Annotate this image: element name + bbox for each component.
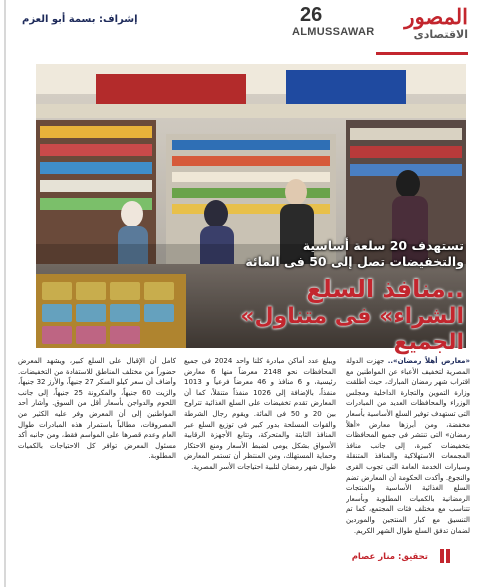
article-column-1 [346,356,470,544]
supervision-credit: إشراف: بسمة أبو العزم [22,14,138,25]
headline-title-1: منافذ السلع.. [306,275,464,303]
article-column-2: ويبلغ عدد أماكن مبادرة كلنا واحد 2024 فى جميع المحافظات نحو 2148 معرضاً منها 6 معارض رئيسية، و 6 منافذ و 46 معرضاً فرعياً و 1013 منفذاً، بالإضافة إلى 1026 منفذاً متنقلاً، كما أن المعارض تقدم تخفيضات على السلع الغذائية تتراوح بين 20 و 50 فى المائة. ويقوم رجال الشرطة والقوات المسلحة بدور كبير فى توزيع السلع عبر المنافذ الثابتة والمتحركة، وتتابع الأجهزة الرقابية الأسواق بشكل يومى لضبط الأسعار ومنع الاحتكار وحماية المستهلك، ومن المنتظر أن تستمر المعارض طوال شهر رمضان لتلبية احتياجات الأسر المصرية. [184,357,336,471]
page-margin-line [4,0,6,587]
article-headline [164,238,464,356]
article-body [14,356,470,544]
logo-line-2: الاقتصادى [413,28,468,41]
page-header [0,0,482,62]
headline-kicker-1: تستهدف 20 سلعة أساسية [302,238,464,253]
section-logo [376,6,468,46]
article-column-3: كامل أن الإقبال على السلع كبير، ويشهد المعرض حضوراً من مختلف المناطق للاستفادة من التخفيضات. وأضاف أن سعر كيلو السكر 27 جنيهاً، والأرز 32 جنيهاً، والزيت 60 جنيهاً، والمكرونة 25 جنيهاً، إلى جانب اللحوم والدواجن بأسعار أقل من السوق. وأشار أحد المواطنين إلى أن المعرض وفر عليه الكثير من المصروفات، مطالباً باستمرار هذه المبادرات طوال العام وعدم قصرها على المواسم فقط، ومن جانبه أكد مسئول المعرض توافر كل الاحتياجات بالكميات المطلوبة. [18,357,176,461]
end-mark-icon [440,548,458,562]
column-1-text: جهزت الدولة المصرية لتخفيف الأعباء عن المواطنين مع اقتراب شهر رمضان المبارك، حيث أطلقت وزارة التموين والتجارة الداخلية ومجلس الوزراء والمحافظات العديد من المبادرات التى تستهدف توفير السلع الأساسية بأسعار مخفضة، ومن أبرزها معارض «أهلاً رمضان» التى تنتشر فى جميع المحافظات بتخفيضات كبيرة، إلى جانب منافذ المجمعات الاستهلاكية والمنافذ المتنقلة وسيارات الخدمة العامة التى تجوب القرى والنجوع. وأكدت الحكومة أن المعارض تضم السلع الغذائية الأساسية والمنتجات الرمضانية بالكميات المطلوبة وبأسعار تتناسب مع مختلف فئات المجتمع، كما تم التنسيق مع كبار المنتجين والموردين لضمان تدفق السلع طوال الشهر الكريم. [346,357,470,535]
page-number: 26 [300,4,323,26]
headline-title-2: «الشراء» فى متناول الجميع [240,304,464,355]
logo-rule [376,52,468,55]
logo-line-1: المصور [404,4,468,29]
brand-latin: ALMUSSAWAR [292,26,375,38]
column-lead: «معارض أهلاً رمضان».. [387,357,470,365]
author-byline: تحقيق: منار عصام [351,552,428,562]
headline-kicker-2: والتخفيضات تصل إلى 50 فى المائة [245,254,464,269]
